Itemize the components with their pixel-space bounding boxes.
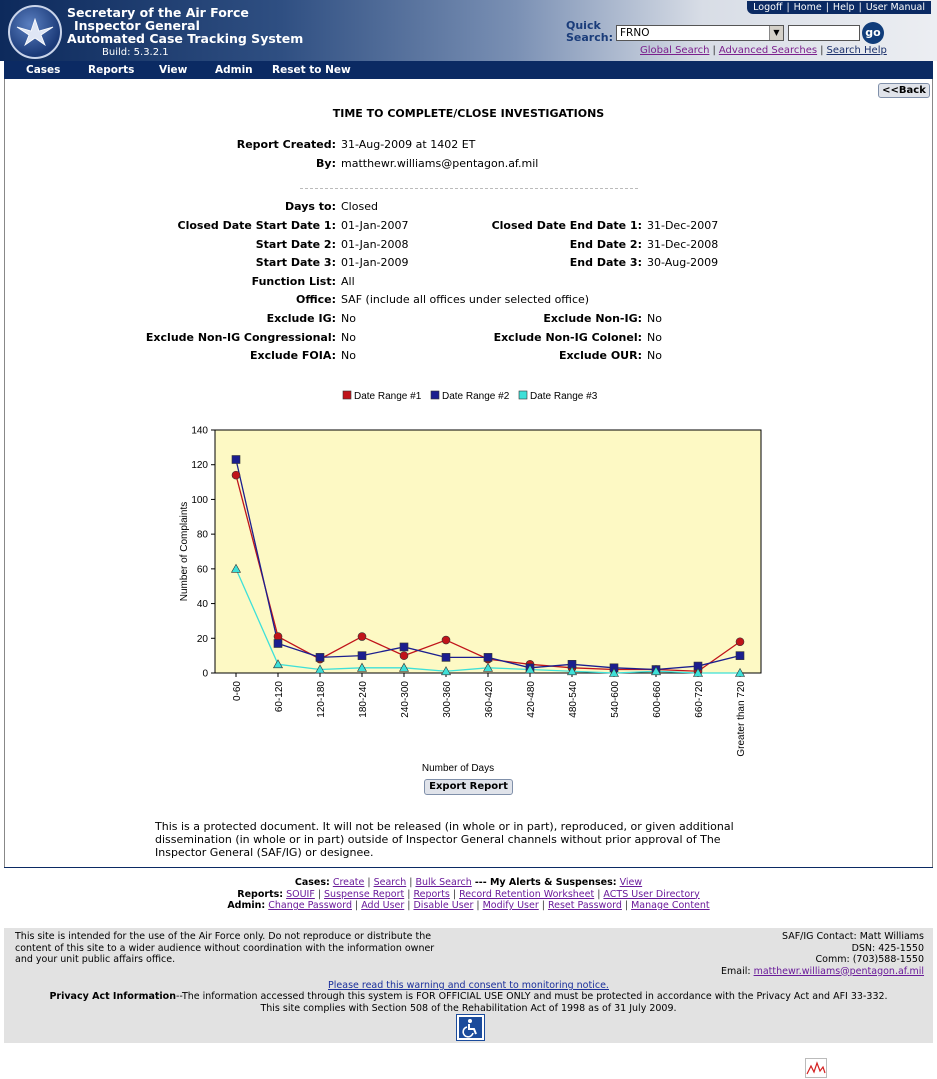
content-border-right (932, 79, 933, 867)
build-number: Build: 5.3.2.1 (102, 47, 169, 58)
exclude-ig-value: No (341, 312, 356, 325)
y-tick-label: 60 (196, 564, 208, 576)
x-tick-label: 420-480 (526, 681, 537, 718)
x-tick-label: 180-240 (358, 681, 369, 718)
contact-info: SAF/IG Contact: Matt Williams DSN: 425-1550 Comm: (703)588-1550 Email: matthewr.williams@pentagon.af.mil (720, 931, 924, 977)
days-to-value: Closed (341, 200, 378, 213)
start-date-2-value: 01-Jan-2008 (341, 238, 409, 251)
back-button[interactable]: <<Back (878, 83, 930, 98)
footer-info-panel (4, 928, 933, 1043)
start-date-2-label: Start Date 2: (255, 238, 336, 251)
chart-svg (170, 385, 764, 775)
footer-modify-user-link[interactable]: Modify User (482, 900, 539, 911)
legend-label: Date Range #1 (354, 391, 422, 402)
exclude-our-value: No (647, 349, 662, 362)
x-tick-label: 0-60 (232, 681, 243, 702)
end-date-2-label: End Date 2: (569, 238, 642, 251)
chart-icon[interactable] (805, 1058, 827, 1078)
quick-search-type-select[interactable] (616, 25, 784, 41)
report-by-value: matthewr.williams@pentagon.af.mil (341, 157, 539, 170)
days-to-label: Days to: (285, 200, 336, 213)
quick-search-label: Quick Search: (566, 19, 613, 44)
divider (300, 188, 638, 189)
data-point (274, 639, 282, 647)
footer-reset-password-link[interactable]: Reset Password (547, 900, 622, 911)
legend-swatch (343, 391, 351, 399)
menu-view[interactable]: View (159, 64, 188, 76)
footer-user-directory-link[interactable]: ACTS User Directory (603, 888, 700, 900)
exclude-non-ig-colonel-value: No (647, 331, 662, 344)
privacy-act-info: Privacy Act Information--The information accessed through this system is FOR OFFICIAL USE ONLY and must be protected in accordance with the Privacy Act and AFI 33-332. This site complies with Section 508 of the Rehabilitation Act of 1998 as of 31 July 2009. (49, 991, 888, 1014)
start-date-3-value: 01-Jan-2009 (341, 256, 409, 269)
data-point (400, 643, 408, 651)
plot-area (215, 430, 761, 673)
report-by-label: By: (316, 157, 336, 170)
exclude-non-ig-colonel-label: Exclude Non-IG Colonel: (493, 331, 642, 344)
exclude-non-ig-label: Exclude Non-IG: (543, 312, 642, 325)
closed-end-date-1-label: Closed Date End Date 1: (491, 219, 642, 232)
end-date-3-label: End Date 3: (569, 256, 642, 269)
exclude-ig-label: Exclude IG: (266, 312, 336, 325)
monitoring-notice-link[interactable]: Please read this warning and consent to monitoring notice. (328, 980, 609, 991)
x-axis-label: Number of Days (421, 763, 495, 774)
x-tick-label: 120-180 (316, 681, 327, 718)
closed-start-date-1-value: 01-Jan-2007 (341, 219, 409, 232)
office-label: Office: (296, 293, 336, 306)
x-tick-label: 540-600 (610, 681, 621, 718)
legend-swatch (519, 391, 527, 399)
main-menu-bar (4, 61, 933, 79)
data-point (484, 653, 492, 661)
go-button[interactable]: go (862, 22, 884, 44)
exclude-non-ig-value: No (647, 312, 662, 325)
content-border-left (4, 79, 5, 867)
header-title-line2: Inspector General (74, 18, 200, 33)
time-to-close-chart (170, 385, 764, 775)
report-title: TIME TO COMPLETE/CLOSE INVESTIGATIONS (332, 107, 605, 120)
exclude-foia-label: Exclude FOIA: (250, 349, 336, 362)
footer-bulk-search-link[interactable]: Bulk Search (415, 877, 472, 888)
x-tick-label: 360-420 (484, 681, 495, 718)
search-help-link[interactable]: Search Help (826, 45, 887, 56)
exclude-non-ig-congressional-value: No (341, 331, 356, 344)
help-link[interactable]: Help (832, 2, 855, 13)
logoff-link[interactable]: Logoff (753, 2, 783, 13)
y-tick-label: 20 (196, 633, 208, 645)
y-axis-label: Number of Complaints (179, 501, 190, 602)
x-tick-label: 660-720 (694, 681, 705, 718)
data-point (442, 636, 450, 644)
exclude-non-ig-congressional-label: Exclude Non-IG Congressional: (145, 331, 336, 344)
protected-document-notice: This is a protected document. It will not be released (in whole or in part), reproduced, or given additional dissemination (in whole or in part) outside of Inspector General channels without prior approval of The Inspector General (SAF/IG) or designee. (155, 820, 734, 859)
exclude-our-label: Exclude OUR: (558, 349, 642, 362)
x-tick-label: 60-120 (274, 681, 285, 713)
data-point (358, 633, 366, 641)
contact-email-link[interactable]: matthewr.williams@pentagon.af.mil (753, 965, 924, 977)
x-tick-label: Greater than 720 (736, 681, 747, 757)
data-point (232, 471, 240, 479)
function-list-label: Function List: (251, 275, 336, 288)
menu-reset-to-new[interactable]: Reset to New (272, 64, 351, 76)
function-list-value: All (341, 275, 355, 288)
footer-admin-row: Admin: Change Password | Add User | Disable User | Modify User | Reset Password | Manage Content (227, 900, 710, 911)
end-date-2-value: 31-Dec-2008 (647, 238, 719, 251)
footer-souif-link[interactable]: SOUIF (286, 888, 315, 900)
y-tick-label: 120 (191, 460, 208, 472)
footer-suspense-report-link[interactable]: Suspense Report (324, 888, 405, 900)
end-date-3-value: 30-Aug-2009 (647, 256, 719, 269)
data-point (400, 652, 408, 660)
top-links: Logoff | Home | Help | User Manual (747, 1, 931, 14)
search-links: Global Search | Advanced Searches | Search Help (640, 45, 887, 56)
menu-cases[interactable]: Cases (26, 64, 61, 76)
user-manual-link[interactable]: User Manual (865, 2, 925, 13)
usage-notice: This site is intended for the use of the Air Force only. Do not reproduce or distribute the content of this site to a wider audience without coordination with the information owner and your unit public affairs office. (15, 931, 435, 965)
x-tick-label: 300-360 (442, 681, 453, 718)
y-tick-label: 80 (196, 529, 208, 541)
accessibility-icon[interactable] (457, 1015, 484, 1040)
footer-search-link[interactable]: Search (373, 877, 407, 888)
closed-end-date-1-value: 31-Dec-2007 (647, 219, 719, 232)
air-force-logo (8, 5, 62, 59)
quick-search-input[interactable] (788, 25, 860, 41)
office-value: SAF (include all offices under selected office) (341, 293, 590, 306)
header-title-line3: Automated Case Tracking System (67, 31, 304, 46)
data-point (736, 652, 744, 660)
export-report-button[interactable]: Export Report (424, 779, 513, 795)
footer-manage-content-link[interactable]: Manage Content (631, 900, 710, 911)
footer-links (0, 877, 937, 912)
report-created-label: Report Created: (236, 138, 336, 151)
footer-create-link[interactable]: Create (332, 877, 365, 888)
footer-divider (4, 867, 933, 868)
exclude-foia-value: No (341, 349, 356, 362)
data-point (232, 456, 240, 464)
global-search-link[interactable]: Global Search (640, 45, 710, 56)
footer-reports-row: Reports: SOUIF | Suspense Report | Reports | Record Retention Worksheet | ACTS User Directory (237, 888, 700, 900)
data-point (358, 652, 366, 660)
data-point (316, 653, 324, 661)
legend-label: Date Range #2 (442, 391, 510, 402)
y-tick-label: 140 (191, 425, 208, 437)
legend-swatch (431, 391, 439, 399)
footer-reports-link[interactable]: Reports (413, 888, 450, 900)
advanced-searches-link[interactable]: Advanced Searches (718, 45, 818, 56)
menu-reports[interactable]: Reports (88, 64, 135, 76)
report-created-value: 31-Aug-2009 at 1402 ET (341, 138, 476, 151)
y-tick-label: 0 (202, 668, 208, 680)
x-tick-label: 240-300 (400, 681, 411, 718)
menu-admin[interactable]: Admin (215, 64, 253, 76)
legend-label: Date Range #3 (530, 391, 598, 402)
start-date-3-label: Start Date 3: (255, 256, 336, 269)
header-title-line1: Secretary of the Air Force (67, 5, 249, 20)
y-tick-label: 40 (196, 599, 208, 611)
footer-record-retention-link[interactable]: Record Retention Worksheet (459, 888, 595, 900)
data-point (442, 653, 450, 661)
footer-change-password-link[interactable]: Change Password (268, 900, 352, 911)
footer-cases-row: Cases: Create | Search | Bulk Search --- My Alerts & Suspenses: View (294, 877, 643, 888)
footer-alerts-view-link[interactable]: View (619, 877, 643, 888)
footer-add-user-link[interactable]: Add User (361, 900, 405, 911)
data-point (736, 638, 744, 646)
footer-disable-user-link[interactable]: Disable User (413, 900, 474, 911)
y-tick-label: 100 (191, 494, 208, 506)
quick-search-type-value: FRNO (620, 27, 650, 39)
x-tick-label: 600-660 (652, 681, 663, 718)
x-tick-label: 480-540 (568, 681, 579, 718)
chevron-down-icon[interactable]: ▼ (769, 26, 783, 40)
closed-start-date-1-label: Closed Date Start Date 1: (177, 219, 336, 232)
home-link[interactable]: Home (793, 2, 822, 13)
